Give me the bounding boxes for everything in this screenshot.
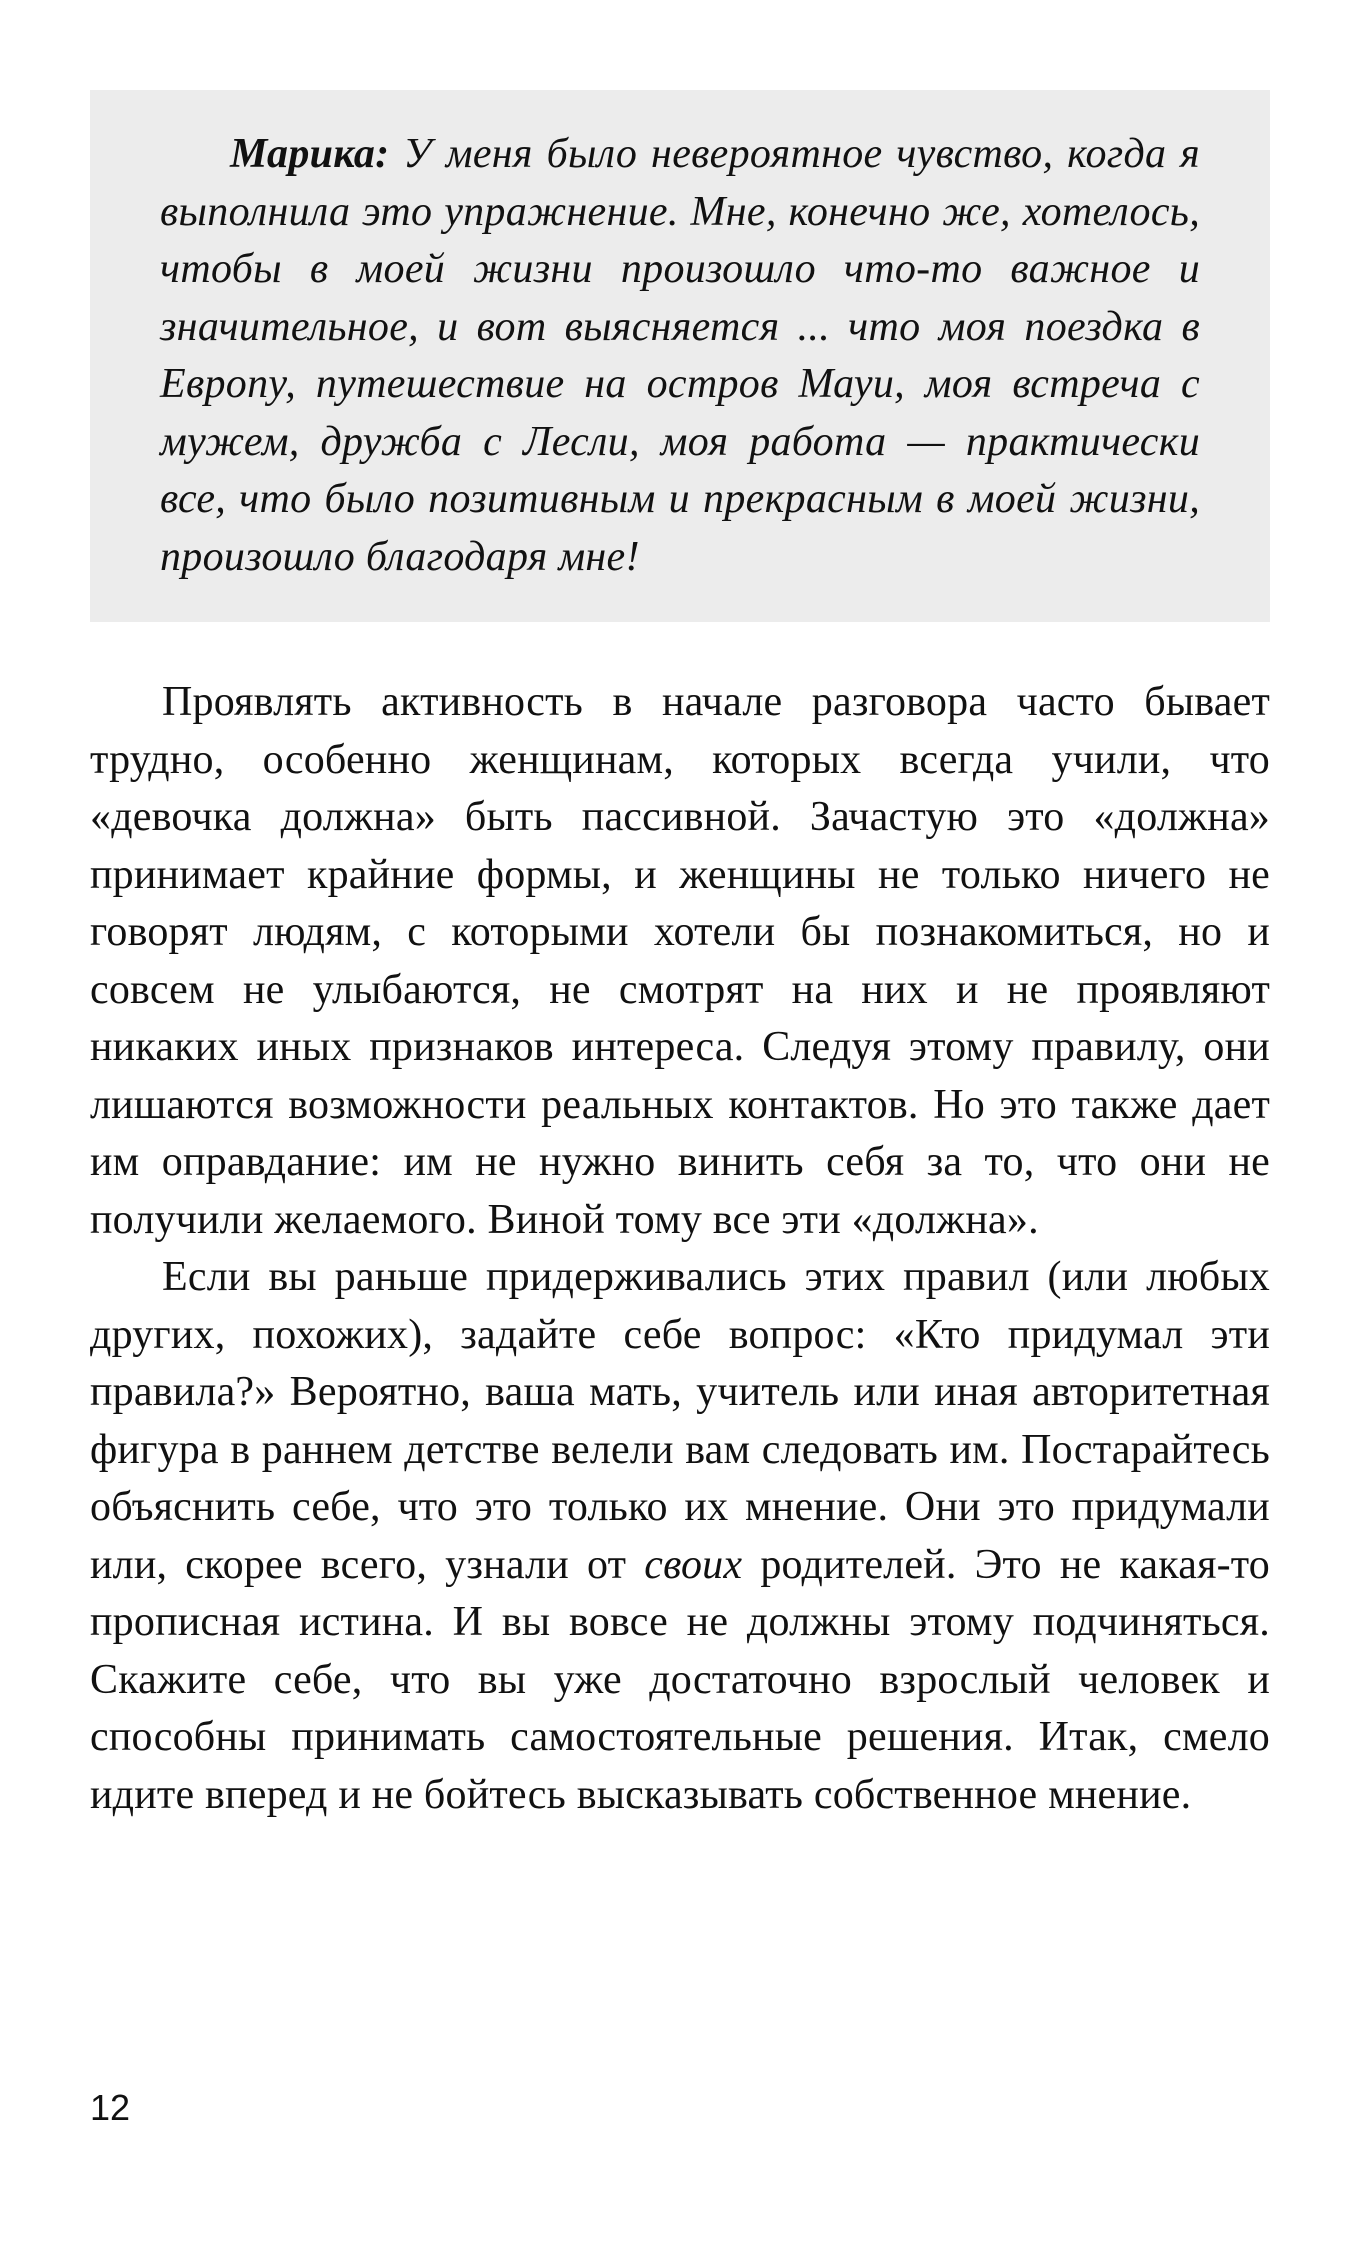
paragraph-2 — [90, 1249, 1270, 1824]
quote-body: У меня было невероятное чувство, когда я выполнила это упражнение. Мне, конечно же, хотелось, чтобы в моей жизни произошло что-то важное и значительное, и вот выясняется ... что моя поездка в Европу, путешествие на остров Мауи, моя встреча с мужем, дружба с Лесли, моя работа — практически все, что было позитивным и прекрасным в моей жизни, произошло благодаря мне! — [160, 131, 1200, 580]
paragraph-2-part-2: родителей. Это не какая-то прописная истина. И вы вовсе не должны этому подчиняться. Скажите себе, что вы уже достаточно взрослый человек и способны принимать самостоятельные решения. Итак, смело идите вперед и не бойтесь высказывать собственное мнение. — [90, 1541, 1270, 1818]
paragraph-1: Проявлять активность в начале разговора часто бывает трудно, особенно женщинам, которых всегда учили, что «девочка должна» быть пассивной. Зачастую это «должна» принимает крайние формы, и женщины не только ничего не говорят людям, с которыми хотели бы познакомиться, но и совсем не улыбаются, не смотрят на них и не проявляют никаких иных признаков интереса. Следуя этому правилу, они лишаются возможности реальных контактов. Но это также дает им оправдание: им не нужно винить себя за то, что они не получили желаемого. Виной тому все эти «должна». — [90, 679, 1270, 1243]
paragraph-2-part-1: Если вы раньше придерживались этих правил (или любых других, похожих), задайте себе вопрос: «Кто придумал эти правила?» Вероятно, ваша мать, учитель или иная авторитетная фигура в раннем детстве велели вам следовать им. Постарайтесь объяснить себе, что это только их мнение. Они это придумали или, скорее всего, узнали от — [90, 1254, 1270, 1588]
paragraph-2-emphasis: своих — [644, 1541, 743, 1588]
page-content — [90, 90, 1270, 1824]
body-text — [90, 674, 1270, 1824]
quote-speaker: Марика: — [230, 131, 390, 177]
page-number: 12 — [90, 2087, 131, 2128]
quote-box — [90, 90, 1270, 622]
quote-text — [160, 126, 1200, 586]
